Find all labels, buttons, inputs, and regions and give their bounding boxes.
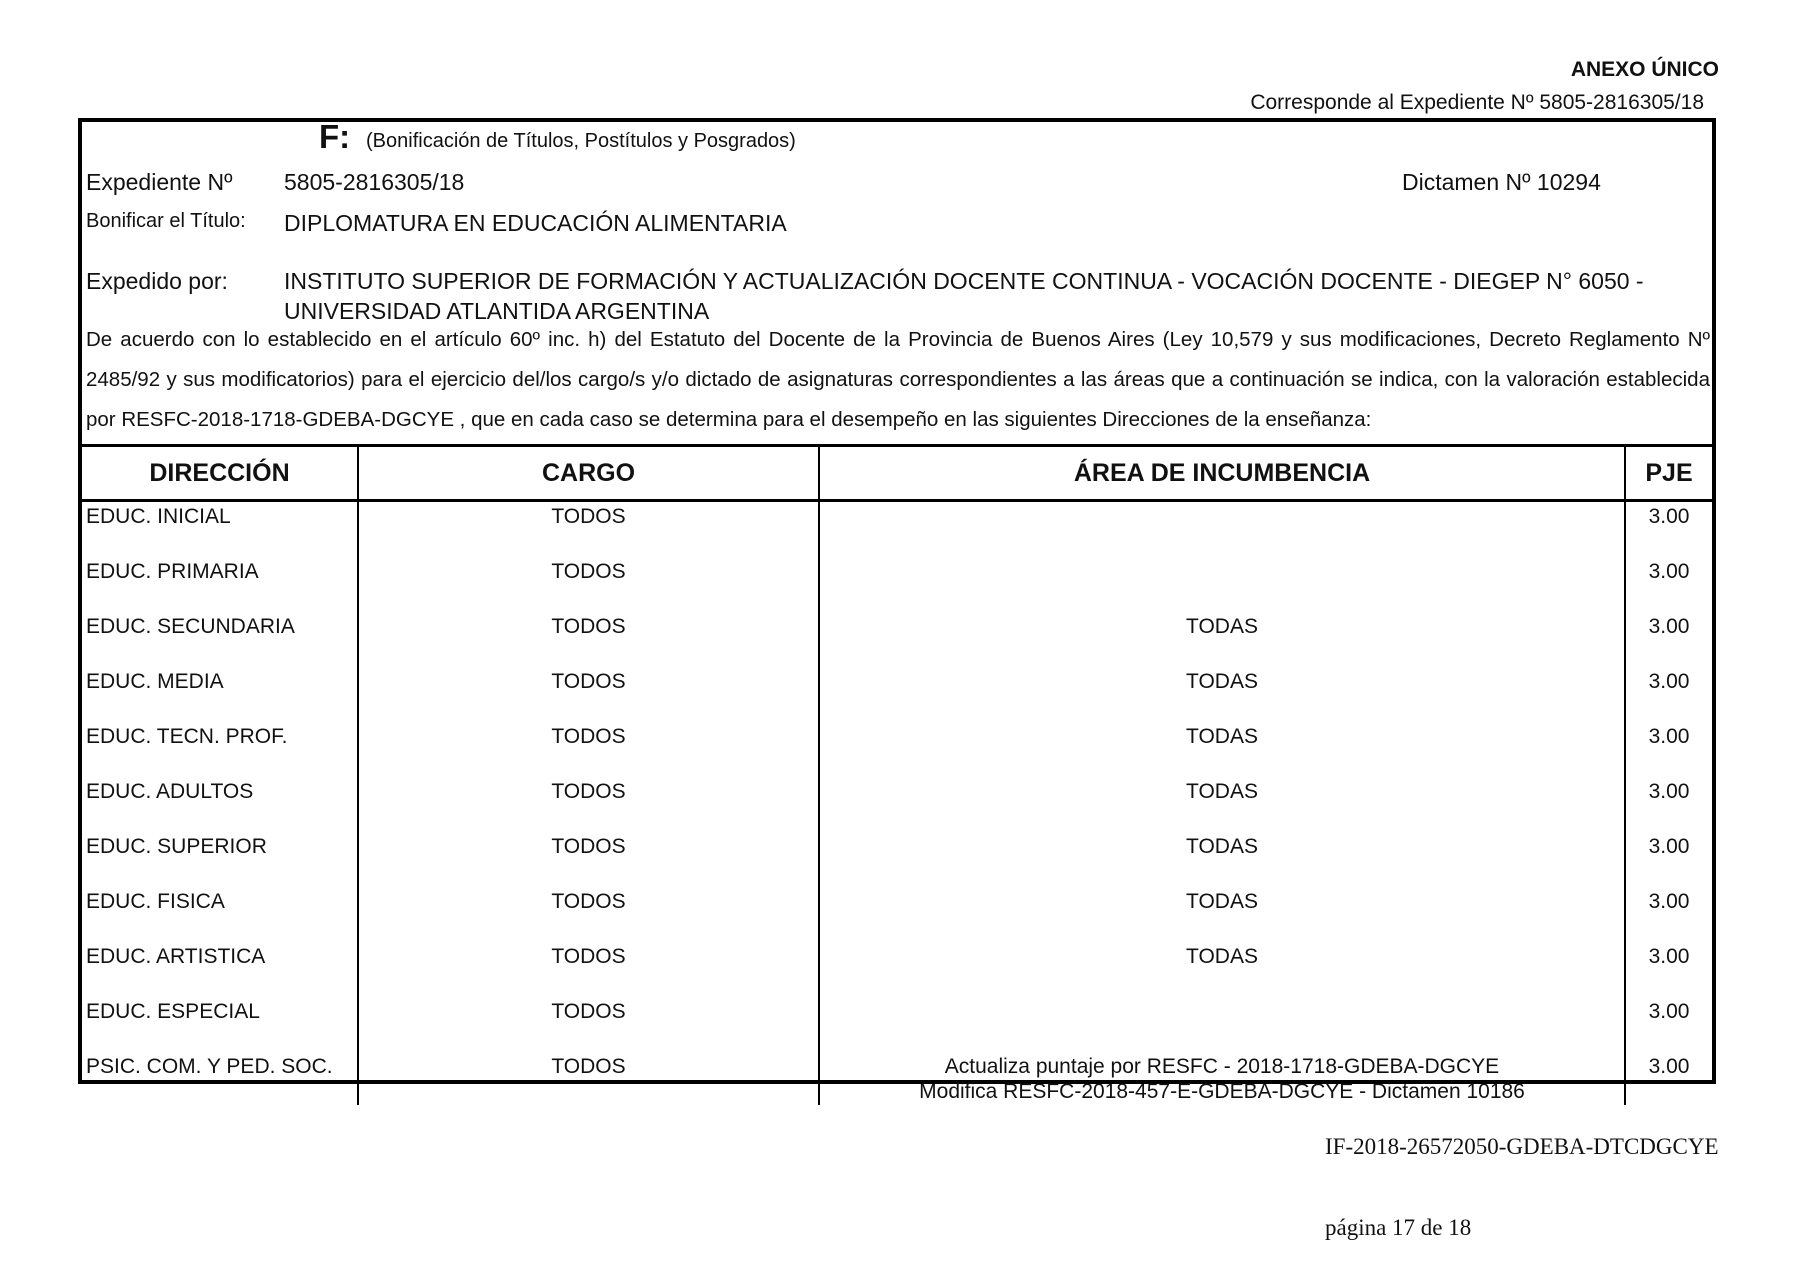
cell-area: TODAS <box>819 667 1625 722</box>
dictamen-number: Dictamen Nº 10294 <box>1402 169 1601 195</box>
cell-cargo: TODOS <box>358 722 819 777</box>
document-id: IF-2018-26572050-GDEBA-DTCDGCYE <box>1325 1134 1719 1159</box>
cell-area <box>819 997 1625 1052</box>
annex-title: ANEXO ÚNICO <box>1570 58 1719 81</box>
cell-area: TODAS <box>819 887 1625 942</box>
table-row <box>82 722 1712 777</box>
cell-pje: 3.00 <box>1625 887 1712 942</box>
cell-cargo: TODOS <box>358 501 819 558</box>
table-row <box>82 832 1712 887</box>
area-note-line-1: Actualiza puntaje por RESFC - 2018-1718-GDEBA-DGCYE <box>944 1055 1500 1078</box>
cell-pje: 3.00 <box>1625 612 1712 667</box>
cell-direccion: EDUC. SECUNDARIA <box>86 615 295 638</box>
expedido-line-2: UNIVERSIDAD ATLANTIDA ARGENTINA <box>284 298 710 324</box>
cell-cargo: TODOS <box>358 887 819 942</box>
cell-cargo: TODOS <box>358 997 819 1052</box>
expedido-line-1: INSTITUTO SUPERIOR DE FORMACIÓN Y ACTUALIZACIÓN DOCENTE CONTINUA - VOCACIÓN DOCENTE - DIEGEP N° 6050 - <box>284 268 1644 294</box>
table-row <box>82 501 1712 558</box>
incumbencia-table <box>82 444 1712 1105</box>
cell-pje: 3.00 <box>1625 997 1712 1052</box>
table-row <box>82 997 1712 1052</box>
table-row <box>82 612 1712 667</box>
cell-area <box>819 1052 1625 1105</box>
cell-direccion: EDUC. ARTISTICA <box>86 945 266 968</box>
expedido-label: Expedido por: <box>86 268 228 294</box>
cell-cargo: TODOS <box>358 667 819 722</box>
cell-area: TODAS <box>819 942 1625 997</box>
cell-direccion: EDUC. ADULTOS <box>86 780 254 803</box>
cell-cargo: TODOS <box>358 942 819 997</box>
cell-direccion: EDUC. ESPECIAL <box>86 1000 260 1023</box>
form-description: (Bonificación de Títulos, Postítulos y Posgrados) <box>366 130 796 152</box>
header-cargo: CARGO <box>358 446 819 501</box>
cell-direccion: EDUC. MEDIA <box>86 670 224 693</box>
form-letter: F: <box>319 118 351 155</box>
cell-cargo: TODOS <box>358 777 819 832</box>
header-area: ÁREA DE INCUMBENCIA <box>819 446 1625 501</box>
table-row <box>82 942 1712 997</box>
header-pje: PJE <box>1625 446 1712 501</box>
table-header-row <box>82 446 1712 501</box>
cell-pje: 3.00 <box>1625 722 1712 777</box>
cell-direccion: EDUC. SUPERIOR <box>86 835 267 858</box>
expediente-value: 5805-2816305/18 <box>284 169 465 195</box>
cell-pje: 3.00 <box>1625 667 1712 722</box>
header-direccion: DIRECCIÓN <box>82 446 358 501</box>
cell-area: TODAS <box>819 722 1625 777</box>
cell-direccion: PSIC. COM. Y PED. SOC. <box>86 1055 333 1078</box>
table-row <box>82 557 1712 612</box>
cell-direccion: EDUC. INICIAL <box>86 505 231 528</box>
cell-pje: 3.00 <box>1625 1052 1712 1105</box>
cell-cargo: TODOS <box>358 1052 819 1105</box>
expediente-label: Expediente Nº <box>86 169 233 195</box>
table-row <box>82 777 1712 832</box>
cell-pje: 3.00 <box>1625 832 1712 887</box>
cell-cargo: TODOS <box>358 832 819 887</box>
table-row <box>82 667 1712 722</box>
area-note-line-2: Modifica RESFC-2018-457-E-GDEBA-DGCYE - Dictamen 10186 <box>919 1080 1525 1103</box>
cell-area: TODAS <box>819 832 1625 887</box>
titulo-label: Bonificar el Título: <box>86 210 246 232</box>
table-row <box>82 887 1712 942</box>
cell-direccion: EDUC. TECN. PROF. <box>86 725 288 748</box>
titulo-value: DIPLOMATURA EN EDUCACIÓN ALIMENTARIA <box>284 210 787 236</box>
legal-paragraph: De acuerdo con lo establecido en el artículo 60º inc. h) del Estatuto del Docente de la Provincia de Buenos Aires (Ley 10,579 y sus modificaciones, Decreto Reglamento Nº 2485/92 y sus modificatorios) para el ejercicio del/los cargo/s y/o dictado de asignaturas correspondientes a las áreas que a continuación se indica, con la valoración establecida por RESFC-2018-1718-GDEBA-DGCYE , que en cada caso se determina para el desempeño en las siguientes Direcciones de la enseñanza: <box>86 328 1710 431</box>
cell-area: TODAS <box>819 612 1625 667</box>
cell-cargo: TODOS <box>358 612 819 667</box>
page-number: página 17 de 18 <box>1325 1215 1472 1240</box>
cell-pje: 3.00 <box>1625 501 1712 558</box>
cell-pje: 3.00 <box>1625 942 1712 997</box>
corresponds-line: Corresponde al Expediente Nº 5805-2816305/18 <box>1250 91 1704 114</box>
cell-area <box>819 557 1625 612</box>
cell-direccion: EDUC. PRIMARIA <box>86 560 259 583</box>
table-row <box>82 1052 1712 1105</box>
form-box <box>78 118 1716 1103</box>
cell-cargo: TODOS <box>358 557 819 612</box>
cell-area: TODAS <box>819 777 1625 832</box>
cell-area <box>819 501 1625 558</box>
cell-pje: 3.00 <box>1625 557 1712 612</box>
cell-direccion: EDUC. FISICA <box>86 890 225 913</box>
cell-pje: 3.00 <box>1625 777 1712 832</box>
